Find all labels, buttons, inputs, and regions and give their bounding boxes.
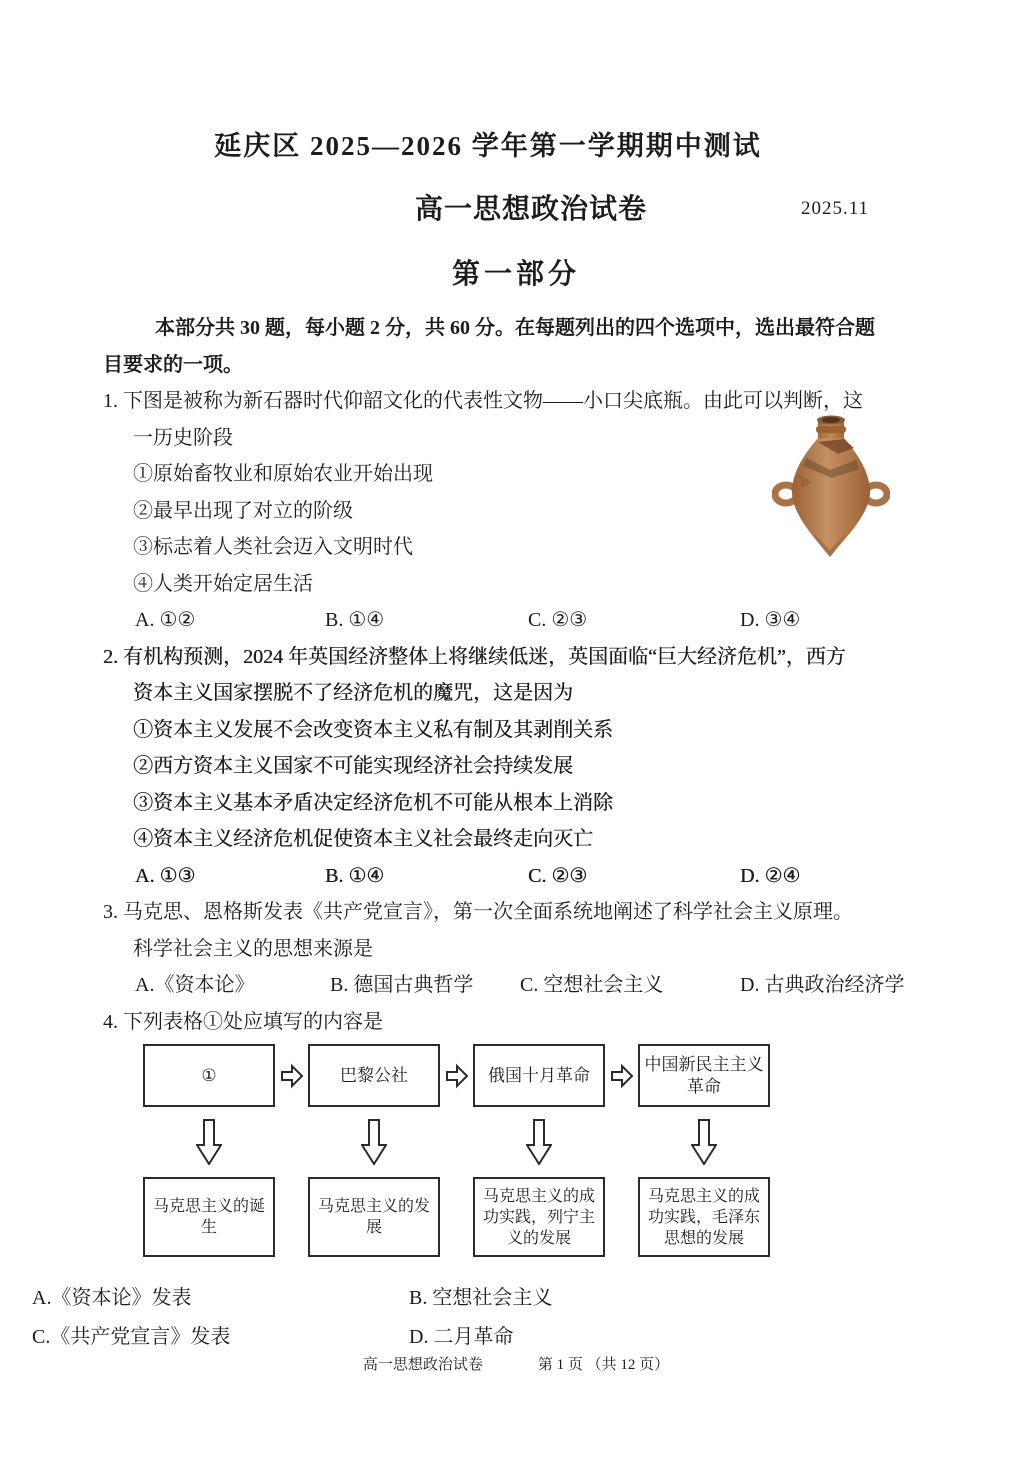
question-3-stem-line-2: 科学社会主义的思想来源是 (133, 937, 373, 960)
pottery-vessel-svg (772, 412, 890, 562)
instructions-line-2: 目要求的一项。 (103, 353, 243, 376)
footer-paper-name: 高一思想政治试卷 (362, 1357, 483, 1373)
q1-option-d: D. ③④ (740, 609, 801, 631)
question-1-stem-line-1: 1. 下图是被称为新石器时代仰韶文化的代表性文物——小口尖底瓶。由此可以判断，这 (103, 390, 863, 412)
down-arrow-icon (143, 1107, 275, 1177)
question-2-options (135, 858, 1032, 895)
question-2-item-2: ②西方资本主义国家不可能实现经济社会持续发展 (133, 755, 573, 777)
subtitle-row (0, 190, 1032, 230)
right-arrow-icon (440, 1044, 473, 1107)
question-1-item-2: ②最早出现了对立的阶级 (133, 499, 353, 522)
pottery-vessel-image (772, 412, 890, 567)
q1-option-c: C. ②③ (528, 609, 588, 631)
bottom-box-3: 马克思主义的成功实践，列宁主义的发展 (473, 1177, 605, 1257)
question-1-options (135, 602, 1032, 639)
question-3-stem-line-1: 3. 马克思、恩格斯发表《共产党宣言》，第一次全面系统地阐述了科学社会主义原理。 (103, 901, 853, 923)
question-2-item-4: ④资本主义经济危机促使资本主义社会最终走向灭亡 (133, 828, 593, 850)
q2-option-c: C. ②③ (528, 864, 588, 887)
paper-title: 高一思想政治试卷 (414, 194, 647, 225)
page-footer (0, 1355, 1032, 1375)
flow-diagram (143, 1044, 775, 1257)
right-arrow-icon (605, 1044, 638, 1107)
question-2-item-1: ①资本主义发展不会改变资本主义私有制及其剥削关系 (133, 718, 613, 741)
question-2-item-3: ③资本主义基本矛盾决定经济危机不可能从根本上消除 (133, 791, 613, 814)
top-box-3: 俄国十月革命 (473, 1044, 605, 1107)
question-4-stem: 4. 下列表格①处应填写的内容是 (103, 1010, 383, 1033)
bottom-box-2: 马克思主义的发展 (308, 1177, 440, 1257)
question-2-stem-line-2: 资本主义国家摆脱不了经济危机的魔咒，这是因为 (133, 682, 573, 704)
footer-page-number: 第 1 页 （共 12 页） (537, 1357, 670, 1373)
diagram-grid (143, 1044, 775, 1257)
q4-options-row-1 (32, 1279, 1032, 1318)
top-box-1: ① (143, 1044, 275, 1107)
q1-option-a: A. ①② (135, 609, 196, 631)
question-1-item-4: ④人类开始定居生活 (133, 572, 313, 595)
exam-title: 延庆区 2025—2026 学年第一学期期中测试 (214, 131, 762, 161)
q4-option-d: D. 二月革命 (409, 1326, 514, 1348)
question-3-options (135, 967, 1032, 1004)
top-box-2: 巴黎公社 (308, 1044, 440, 1107)
exam-date: 2025.11 (801, 198, 870, 219)
bottom-box-1: 马克思主义的诞生 (143, 1177, 275, 1257)
q2-option-a: A. ①③ (135, 864, 196, 887)
q4-option-c: C.《共产党宣言》发表 (32, 1326, 231, 1348)
question-4-options (32, 1279, 1032, 1357)
down-arrow-icon (638, 1107, 770, 1177)
content (103, 310, 1032, 1040)
q3-option-c: C. 空想社会主义 (520, 974, 664, 996)
part-title: 第一部分 (451, 259, 580, 290)
bottom-box-4: 马克思主义的成功实践，毛泽东思想的发展 (638, 1177, 770, 1257)
question-2-stem-line-1: 2. 有机构预测，2024 年英国经济整体上将继续低迷，英国面临“巨大经济危机”，西方 (103, 645, 846, 668)
top-box-4: 中国新民主主义革命 (638, 1044, 770, 1107)
down-arrow-icon (308, 1107, 440, 1177)
question-1-item-3: ③标志着人类社会迈入文明时代 (133, 536, 413, 558)
q2-option-d: D. ②④ (740, 864, 801, 887)
q3-option-d: D. 古典政治经济学 (740, 974, 905, 996)
q3-option-a: A.《资本论》 (135, 974, 255, 996)
q1-option-b: B. ①④ (325, 609, 385, 631)
down-arrow-icon (473, 1107, 605, 1177)
question-1-item-1: ①原始畜牧业和原始农业开始出现 (133, 463, 433, 485)
q4-options-row-2 (32, 1318, 1032, 1357)
question-1-stem-line-2: 一历史阶段 (133, 426, 233, 449)
q4-option-b: B. 空想社会主义 (409, 1287, 553, 1309)
instructions-line-1: 本部分共 30 题，每小题 2 分，共 60 分。在每题列出的四个选项中，选出最符合题 (155, 317, 875, 339)
q4-option-a: A.《资本论》发表 (32, 1287, 192, 1309)
q2-option-b: B. ①④ (325, 864, 385, 887)
right-arrow-icon (275, 1044, 308, 1107)
q3-option-b: B. 德国古典哲学 (330, 974, 474, 996)
